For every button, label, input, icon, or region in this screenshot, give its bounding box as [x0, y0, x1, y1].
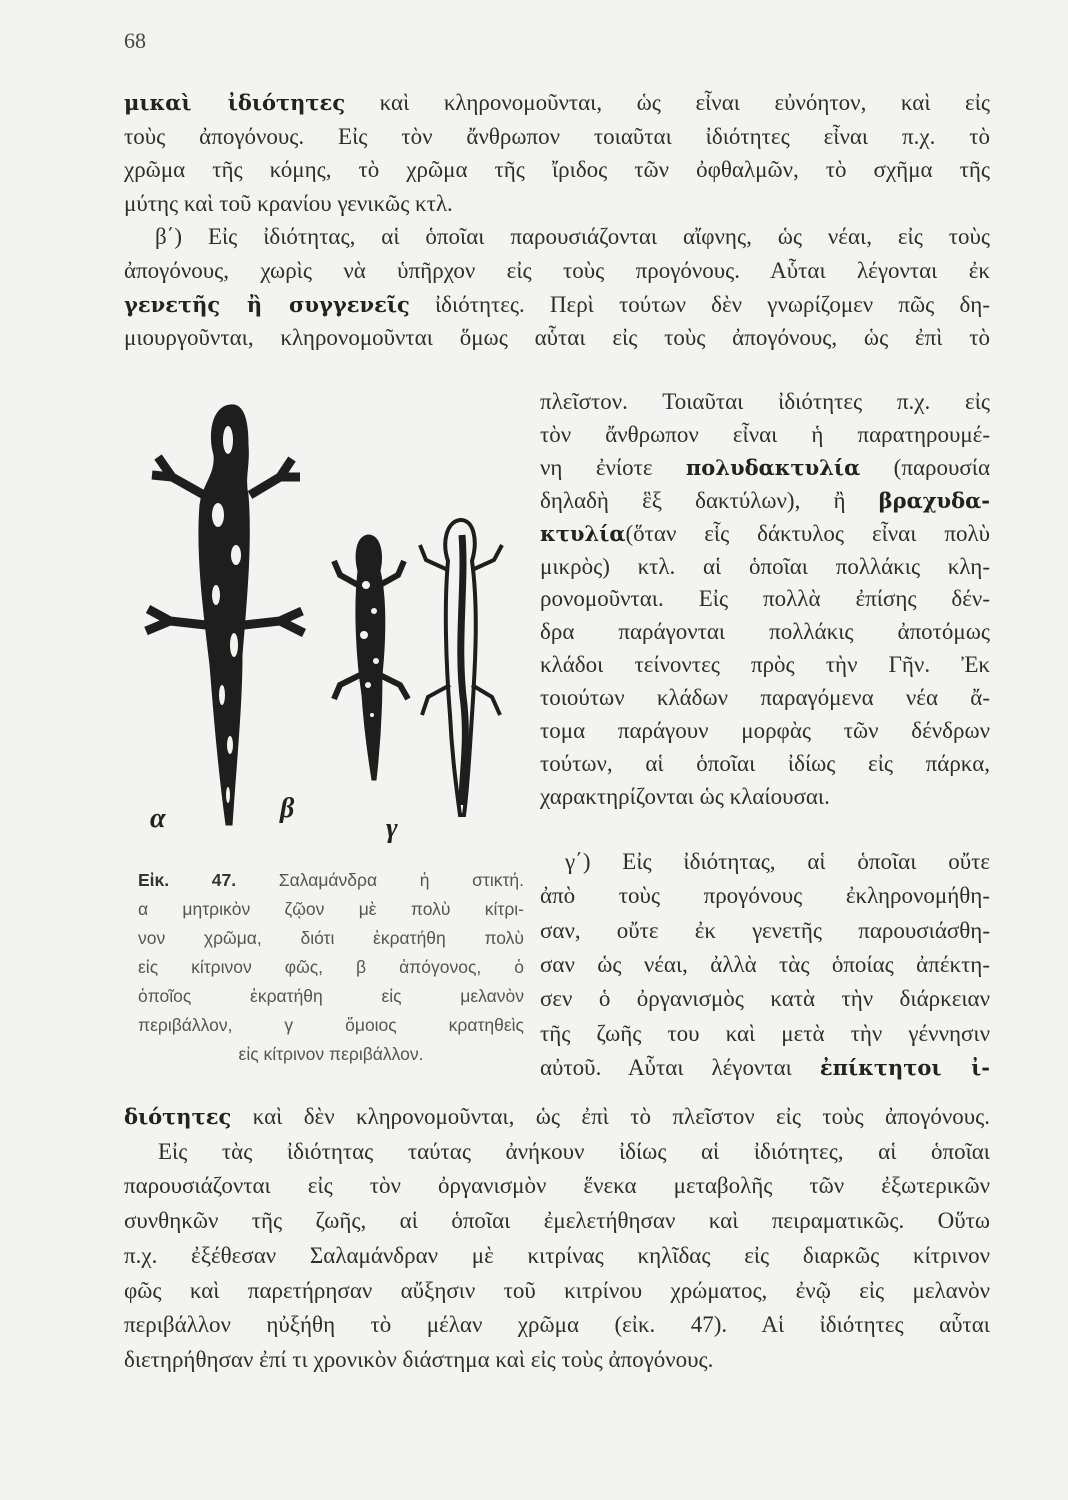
text-segment: τομα παράγουν μορφὰς τῶν δένδρων	[540, 718, 990, 743]
text-segment: β΄) Εἰς ἰδιότητας, αἱ ὁποῖαι παρουσιάζονται αἴφνης, ὡς νέαι, εἰς τοὺς	[155, 224, 990, 250]
text-segment: καὶ κληρονομοῦνται, ὡς εἶναι εὐνόητον, καὶ εἰς	[345, 90, 990, 115]
text-segment: γ΄) Εἰς ἰδιότητας, αἱ ὁποῖαι οὔτε	[565, 849, 990, 874]
text-segment: μύτης καὶ τοῦ κρανίου γενικῶς κτλ.	[124, 190, 453, 216]
bold-term: βραχυδα-	[878, 487, 990, 513]
text-line	[124, 1101, 990, 1133]
text-line	[124, 322, 990, 354]
text-segment: ἰδιότητες. Περὶ τούτων δὲν γνωρίζομεν πῶς δη-	[409, 291, 990, 317]
text-segment: τῆς ζωῆς του καὶ μετὰ τὴν γέννησιν	[540, 1020, 990, 1046]
figure-label-b: β	[280, 793, 295, 824]
text-line	[540, 551, 990, 583]
caption-text: εἰς κίτρινον περιβάλλον.	[238, 1044, 424, 1064]
text-line	[124, 121, 990, 153]
text-line	[540, 1018, 990, 1050]
caption-text: περιβάλλον, γ ὅμοιος κρατηθεὶς	[138, 1015, 524, 1035]
text-segment: πλεῖστον. Τοιαῦται ἰδιότητες π.χ. εἰς	[540, 389, 990, 414]
text-line	[124, 1170, 990, 1202]
text-line	[540, 682, 990, 714]
text-segment: διετηρήθησαν ἐπί τι χρονικὸν διάστημα καὶ εἰς τοὺς ἀπογόνους.	[124, 1346, 714, 1372]
caption-text: α μητρικὸν ζῷον μὲ πολὺ κίτρι-	[138, 899, 524, 919]
salamander-c	[420, 520, 502, 815]
text-segment: φῶς καὶ παρετήρησαν αὔξησιν τοῦ κιτρίνου χρώματος, ἐνῷ εἰς μελανὸν	[124, 1277, 990, 1303]
bold-term: κτυλία	[540, 520, 626, 546]
text-line	[124, 289, 990, 321]
text-segment: π.χ. ἐξέθεσαν Σαλαμάνδραν μὲ κιτρίνας κηλῖδας εἰς διαρκῶς κίτρινον	[124, 1242, 990, 1268]
text-line	[124, 255, 990, 287]
text-segment: δηλαδὴ ἓξ δακτύλων), ἢ	[540, 487, 879, 513]
salamander-b	[334, 535, 408, 780]
caption-line	[138, 953, 524, 981]
text-segment: Εἰς τὰς ἰδιότητας ταύτας ἀνήκουν ἰδίως αἱ ἰδιότητες, αἱ ὁποῖαι	[158, 1138, 990, 1164]
text-line	[540, 983, 990, 1015]
caption-text: ὁποῖος ἐκρατήθη εἰς μελανὸν	[138, 986, 524, 1006]
text-line	[540, 649, 990, 681]
caption-line	[138, 895, 524, 923]
text-line	[540, 518, 990, 550]
text-line	[124, 1309, 990, 1341]
text-segment: νη ἐνίοτε	[540, 454, 686, 480]
text-line	[540, 452, 990, 484]
text-segment: τοὺς ἀπογόνους. Εἰς τὸν ἄνθρωπον τοιαῦται ἰδιότητες εἶναι π.χ. τὸ	[124, 123, 990, 149]
text-segment: χαρακτηρίζονται ὡς κλαίουσαι.	[540, 783, 830, 809]
text-line	[540, 781, 990, 813]
text-segment: (παρουσία	[860, 454, 990, 480]
text-segment: καὶ δὲν κληρονομοῦνται, ὡς ἐπὶ τὸ πλεῖστον εἰς τοὺς ἀπογόνους.	[231, 1104, 990, 1129]
bold-term: ἐπίκτητοι ἰ-	[819, 1054, 990, 1080]
text-segment: σαν, οὔτε ἐκ γενετῆς παρουσιάσθη-	[540, 917, 990, 943]
figure-label-c: γ	[386, 813, 398, 844]
text-segment: σεν ὁ ὀργανισμὸς κατὰ τὴν διάρκειαν	[540, 986, 990, 1012]
text-segment: μικρὸς) κτλ. αἱ ὁποῖαι πολλάκις κλη-	[540, 553, 990, 579]
figure-label-a: α	[150, 803, 166, 834]
caption-text: εἰς κίτρινον φῶς, β ἀπόγονος, ὁ	[138, 957, 524, 977]
caption-line	[138, 982, 524, 1010]
caption-line	[138, 866, 524, 894]
caption-line	[138, 1040, 524, 1068]
text-segment: τὸν ἄνθρωπον εἶναι ἡ παρατηρουμέ-	[540, 421, 990, 447]
text-segment: ἀπογόνους, χωρὶς νὰ ὑπῆρχον εἰς τοὺς προγόνους. Αὗται λέγονται ἐκ	[124, 258, 990, 283]
text-line	[155, 221, 990, 253]
text-segment: κλάδοι τείνοντες πρὸς τὴν Γῆν. Ἐκ	[540, 652, 990, 678]
text-line	[540, 748, 990, 780]
text-segment: ἀπὸ τοὺς προγόνους ἐκληρονομήθη-	[540, 883, 990, 909]
text-segment: χρῶμα τῆς κόμης, τὸ χρῶμα τῆς ἴριδος τῶν ὀφθαλμῶν, τὸ σχῆμα τῆς	[124, 157, 990, 183]
bold-term: πολυδακτυλία	[685, 454, 861, 480]
text-line	[158, 1136, 990, 1168]
text-line	[540, 616, 990, 648]
text-segment: τούτων, αἱ ὁποῖαι ἰδίως εἰς πάρκα,	[540, 750, 990, 776]
text-segment: τοιούτων κλάδων παραγόμενα νέα ἄ-	[540, 685, 990, 711]
text-line	[124, 1240, 990, 1272]
bold-term: διότητες	[124, 1104, 232, 1129]
text-segment: μιουργοῦνται, κληρονομοῦνται ὅμως αὗται εἰς τοὺς ἀπογόνους, ὡς ἐπὶ τὸ	[124, 325, 990, 351]
text-line	[540, 419, 990, 451]
text-line	[540, 715, 990, 747]
text-line	[124, 154, 990, 186]
text-line	[540, 1052, 990, 1084]
salamander-illustration	[130, 385, 530, 865]
text-line	[124, 188, 990, 220]
text-line	[124, 87, 990, 119]
text-segment: περιβάλλον ηὐξήθη τὸ μέλαν χρῶμα (εἰκ. 47). Αἱ ἰδιότητες αὗται	[124, 1312, 990, 1338]
caption-text: Σαλαμάνδρα ἡ στικτή.	[236, 870, 524, 890]
text-segment: αὐτοῦ. Αὗται λέγονται	[540, 1054, 820, 1080]
figure-number: Εἰκ. 47.	[138, 870, 237, 890]
text-segment: δρα παράγονται πολλάκις ἀποτόμως	[540, 619, 990, 645]
caption-line	[138, 1011, 524, 1039]
text-line	[124, 1275, 990, 1307]
text-line	[540, 386, 990, 418]
bold-term: γενετῆς ἢ συγγενεῖς	[124, 291, 410, 317]
text-segment: συνθηκῶν τῆς ζωῆς, αἱ ὁποῖαι ἐμελετήθησαν καὶ πειραματικῶς. Οὕτω	[124, 1208, 990, 1234]
text-segment: σαν ὡς νέαι, ἀλλὰ τὰς ὁποίας ἀπέκτη-	[540, 951, 990, 977]
caption-line	[138, 924, 524, 952]
text-line	[124, 1205, 990, 1237]
text-line	[124, 1344, 990, 1376]
text-segment: (ὅταν εἷς δάκτυλος εἶναι πολὺ	[625, 520, 990, 546]
text-line	[540, 915, 990, 947]
text-line	[540, 485, 990, 517]
bold-term: μικαὶ ἰδιότητες	[124, 90, 346, 115]
text-line	[540, 583, 990, 615]
text-segment: παρουσιάζονται εἰς τὸν ὀργανισμὸν ἕνεκα μεταβολῆς τῶν ἐξωτερικῶν	[124, 1173, 990, 1199]
salamander-a	[146, 405, 304, 825]
text-segment: ρονομοῦνται. Εἰς πολλὰ ἐπίσης δέν-	[540, 586, 990, 612]
text-line	[540, 949, 990, 981]
text-line	[540, 880, 990, 912]
text-line	[565, 846, 990, 878]
page-number: 68	[124, 28, 146, 53]
figure-salamanders	[130, 385, 530, 865]
caption-text: νον χρῶμα, διότι ἐκρατήθη πολὺ	[138, 928, 524, 948]
